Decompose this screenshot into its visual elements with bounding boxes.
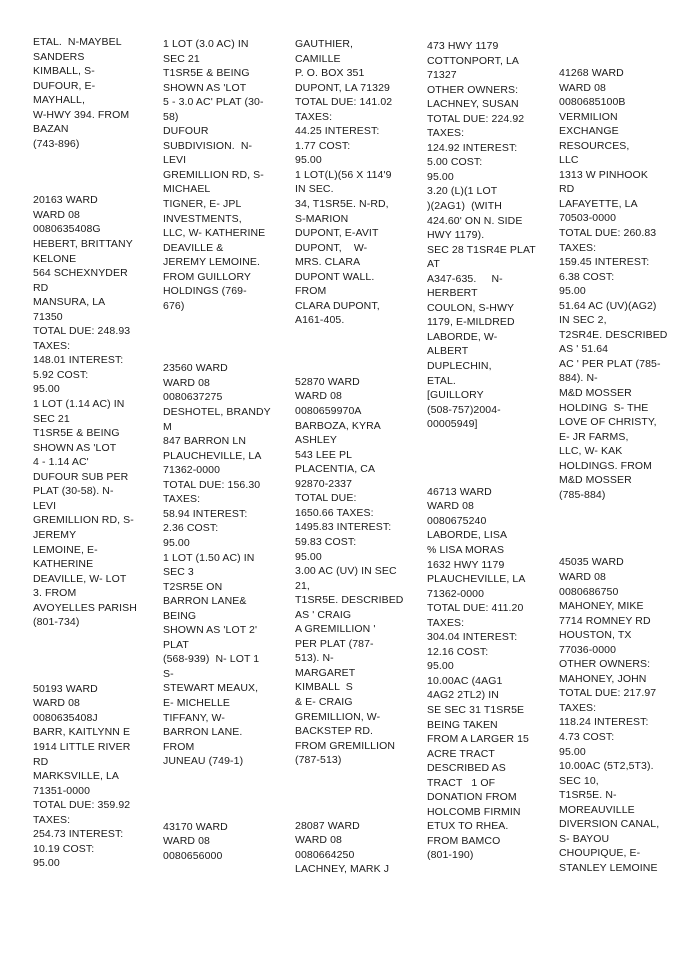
text-line: MOREAUVILLE bbox=[559, 803, 635, 816]
text-line: WARD 08 bbox=[33, 697, 80, 710]
text-line: MANSURA, LA bbox=[33, 296, 106, 309]
text-line: AT bbox=[427, 258, 440, 271]
text-line: A GREMILLION ' bbox=[295, 623, 376, 636]
text-line: HOLDING S- THE bbox=[559, 401, 649, 414]
text-line: & E- CRAIG bbox=[295, 695, 353, 708]
text-line: 0080635408G bbox=[33, 223, 101, 236]
record-block bbox=[295, 375, 425, 768]
text-line: TOTAL DUE: 411.20 bbox=[427, 602, 524, 615]
text-line: LEVI bbox=[33, 499, 57, 512]
text-line: GREMILLION, W- bbox=[295, 710, 381, 723]
text-line: SEC 10, bbox=[559, 774, 599, 787]
text-line: 3.00 AC (UV) IN SEC bbox=[295, 565, 397, 578]
text-line: ETAL. N-MAYBEL bbox=[33, 36, 122, 48]
text-line: JEREMY LEMOINE. bbox=[163, 256, 260, 269]
text-line: BEING TAKEN bbox=[427, 718, 498, 731]
text-line: TAXES: bbox=[559, 241, 597, 254]
record-block bbox=[559, 66, 689, 502]
text-line: INVESTMENTS, bbox=[163, 212, 242, 225]
text-line: TOTAL DUE: 248.93 bbox=[33, 325, 131, 338]
text-line: 95.00 bbox=[295, 154, 322, 167]
text-line: (785-884) bbox=[559, 488, 606, 501]
text-line: FROM GREMILLION bbox=[295, 739, 396, 752]
text-line: 254.73 INTEREST: bbox=[33, 828, 124, 841]
text-line: RD bbox=[33, 755, 49, 768]
text-line: M&D MOSSER bbox=[559, 474, 632, 487]
text-line: LAFAYETTE, LA bbox=[559, 197, 638, 210]
text-line: TAXES: bbox=[295, 110, 333, 123]
text-line: WARD 08 bbox=[295, 390, 342, 403]
text-line: KIMBALL S bbox=[295, 681, 353, 694]
text-line: E- JR FARMS, bbox=[559, 430, 629, 443]
text-line: JUNEAU (749-1) bbox=[163, 755, 244, 768]
text-line: S- bbox=[163, 667, 174, 680]
text-line: LLC bbox=[559, 154, 579, 167]
text-line: WARD 08 bbox=[559, 570, 606, 583]
text-line: 50193 WARD bbox=[33, 682, 98, 695]
text-line: 1179, E-MILDRED bbox=[427, 316, 515, 329]
text-line: 424.60' ON N. SIDE bbox=[427, 214, 523, 227]
text-line: 2.36 COST: bbox=[163, 522, 219, 535]
text-line: RESOURCES, bbox=[559, 139, 630, 152]
text-line: DEAVILLE, W- LOT bbox=[33, 572, 127, 585]
text-line: AS ' CRAIG bbox=[295, 608, 352, 621]
text-line: WARD 08 bbox=[163, 835, 210, 848]
text-line: RD bbox=[559, 183, 575, 196]
text-line: (743-896) bbox=[33, 137, 80, 150]
text-line: A161-405. bbox=[295, 314, 345, 327]
text-line: SEC 28 T1SR4E PLAT bbox=[427, 243, 536, 256]
text-line: 71362-0000 bbox=[163, 464, 221, 477]
text-line: A347-635. N- bbox=[427, 272, 503, 285]
text-line: 77036-0000 bbox=[559, 643, 617, 656]
text-line: JEREMY bbox=[33, 528, 77, 541]
text-line: ASHLEY bbox=[295, 434, 338, 447]
text-line: STANLEY LEMOINE bbox=[559, 861, 658, 874]
text-line: 5 - 3.0 AC' PLAT (30- bbox=[163, 96, 264, 109]
text-line: 5.92 COST: bbox=[33, 368, 89, 381]
text-line: 71327 bbox=[427, 69, 457, 82]
text-line: T1SR5E. DESCRIBED bbox=[295, 594, 404, 607]
text-line: RD bbox=[33, 281, 49, 294]
record-block bbox=[163, 361, 293, 768]
text-line: 0080656000 bbox=[163, 849, 223, 862]
record-block bbox=[163, 37, 293, 313]
text-line: KELONE bbox=[33, 252, 77, 265]
text-line: BARRON LANE& bbox=[163, 595, 247, 608]
text-line: (801-734) bbox=[33, 616, 80, 629]
text-line: TRACT 1 OF bbox=[427, 776, 496, 789]
text-column-3 bbox=[295, 0, 425, 877]
text-line: 0080637275 bbox=[163, 391, 223, 404]
record-block bbox=[163, 820, 293, 864]
text-line: 59.83 COST: bbox=[295, 535, 357, 548]
text-line: TIGNER, E- JPL bbox=[163, 198, 242, 211]
text-line: 1 LOT (3.0 AC) IN bbox=[163, 38, 249, 50]
text-line: 23560 WARD bbox=[163, 362, 228, 375]
text-line: W-HWY 394. FROM bbox=[33, 108, 130, 121]
text-line: DUPONT, E-AVIT bbox=[295, 227, 379, 240]
text-line: PLAUCHEVILLE, LA bbox=[163, 449, 262, 462]
text-line: [GUILLORY bbox=[427, 389, 484, 402]
text-line: VERMILION bbox=[559, 110, 618, 123]
text-line: 1 LOT (1.14 AC) IN bbox=[33, 398, 125, 411]
text-line: (568-939) N- LOT 1 bbox=[163, 653, 260, 666]
text-line: DESCRIBED AS bbox=[427, 762, 506, 775]
text-line: 45035 WARD bbox=[559, 556, 624, 569]
text-line: SHOWN AS 'LOT bbox=[33, 441, 117, 454]
text-line: M bbox=[163, 420, 172, 433]
text-line: 847 BARRON LN bbox=[163, 435, 246, 448]
text-line: 12.16 COST: bbox=[427, 645, 489, 658]
text-line: CAMILLE bbox=[295, 52, 341, 65]
text-line: MAHONEY, MIKE bbox=[559, 600, 644, 613]
text-line: (801-190) bbox=[427, 849, 474, 862]
text-line: ALBERT bbox=[427, 345, 469, 358]
text-line: 34, T1SR5E. N-RD, bbox=[295, 198, 389, 211]
text-line: 1.77 COST: bbox=[295, 139, 351, 152]
text-line: 70503-0000 bbox=[559, 212, 617, 225]
text-line: 10.00AC (5T2,5T3). bbox=[559, 760, 654, 773]
text-line: 1650.66 TAXES: bbox=[295, 506, 374, 519]
text-line: 118.24 INTEREST: bbox=[559, 716, 649, 729]
text-line: )(2AG1) (WITH bbox=[427, 200, 502, 213]
text-line: SEC 21 bbox=[33, 412, 70, 425]
text-line: DUPONT, W- bbox=[295, 241, 368, 254]
text-line: SANDERS bbox=[33, 50, 85, 63]
text-line: MICHAEL bbox=[163, 183, 211, 196]
text-line: 43170 WARD bbox=[163, 820, 228, 833]
text-line: CLARA DUPONT, bbox=[295, 299, 380, 312]
text-line: (508-757)2004- bbox=[427, 403, 501, 416]
text-line: KIMBALL, S- bbox=[33, 65, 95, 78]
text-line: GREMILLION RD, S- bbox=[163, 168, 264, 181]
text-line: 473 HWY 1179 bbox=[427, 40, 499, 52]
text-line: 95.00 bbox=[295, 550, 322, 563]
text-line: 304.04 INTEREST: bbox=[427, 631, 518, 644]
text-line: AC ' PER PLAT (785- bbox=[559, 357, 661, 370]
text-line: 513). N- bbox=[295, 652, 334, 665]
text-line: FROM GUILLORY bbox=[163, 270, 252, 283]
text-line: STEWART MEAUX, bbox=[163, 682, 259, 695]
text-line: TOTAL DUE: 224.92 bbox=[427, 112, 525, 125]
text-line: 95.00 bbox=[33, 857, 60, 870]
text-line: 10.00AC (4AG1 bbox=[427, 674, 503, 687]
text-line: 3.20 (L)(1 LOT bbox=[427, 185, 498, 198]
text-line: AS ' 51.64 bbox=[559, 343, 609, 356]
text-line: ACRE TRACT bbox=[427, 747, 495, 760]
text-line: T1SR5E & BEING bbox=[33, 427, 120, 440]
text-line: 0080675240 bbox=[427, 514, 487, 527]
text-line: BAZAN bbox=[33, 123, 69, 136]
text-line: 95.00 bbox=[559, 285, 586, 298]
text-line: MAYHALL, bbox=[33, 94, 85, 107]
text-line: HOLCOMB FIRMIN bbox=[427, 805, 521, 818]
text-line: T1SR5E & BEING bbox=[163, 67, 250, 80]
text-line: BEING bbox=[163, 609, 197, 622]
text-line: SEC 3 bbox=[163, 566, 194, 579]
text-line: GAUTHIER, bbox=[295, 38, 354, 50]
text-column-5 bbox=[559, 0, 689, 875]
text-line: WARD 08 bbox=[33, 208, 80, 221]
text-line: 3. FROM bbox=[33, 587, 77, 600]
text-line: (787-513) bbox=[295, 754, 342, 767]
text-line: 6.38 COST: bbox=[559, 270, 615, 283]
text-line: PLAT bbox=[163, 638, 189, 651]
text-line: EXCHANGE bbox=[559, 125, 619, 138]
record-block bbox=[33, 35, 163, 151]
text-line: E- MICHELLE bbox=[163, 696, 231, 709]
text-line: 1495.83 INTEREST: bbox=[295, 521, 392, 534]
text-line: GREMILLION RD, S- bbox=[33, 514, 134, 527]
text-line: PLAUCHEVILLE, LA bbox=[427, 573, 526, 586]
text-line: 0080686750 bbox=[559, 585, 619, 598]
text-line: OTHER OWNERS: bbox=[559, 658, 651, 671]
text-line: DUPLECHIN, bbox=[427, 360, 492, 373]
text-line: 884). N- bbox=[559, 372, 598, 385]
text-line: MARKSVILLE, LA bbox=[33, 770, 120, 783]
record-block bbox=[295, 37, 425, 328]
text-line: HWY 1179). bbox=[427, 229, 485, 242]
text-column-2 bbox=[163, 0, 293, 863]
text-line: TAXES: bbox=[163, 493, 201, 506]
text-line: 51.64 AC (UV)(AG2) bbox=[559, 299, 657, 312]
text-column-4 bbox=[427, 0, 557, 863]
text-line: 21, bbox=[295, 579, 310, 592]
text-line: 564 SCHEXNYDER bbox=[33, 267, 128, 280]
text-line: SHOWN AS 'LOT 2' bbox=[163, 624, 258, 637]
text-line: 10.19 COST: bbox=[33, 842, 95, 855]
text-line: ETUX TO RHEA. bbox=[427, 820, 509, 833]
text-line: 0080664250 bbox=[295, 848, 355, 861]
text-line: DUPONT, LA 71329 bbox=[295, 81, 390, 94]
text-line: DUPONT WALL. bbox=[295, 270, 375, 283]
text-line: 0080685100B bbox=[559, 96, 626, 109]
text-line: 71351-0000 bbox=[33, 784, 91, 797]
text-line: 28087 WARD bbox=[295, 819, 360, 832]
record-block bbox=[33, 682, 163, 871]
text-line: S-MARION bbox=[295, 212, 349, 225]
text-line: 159.45 INTEREST: bbox=[559, 256, 650, 269]
text-line: FROM bbox=[163, 740, 195, 753]
text-line: 0080659970A bbox=[295, 405, 362, 418]
text-line: SUBDIVISION. N- bbox=[163, 139, 253, 152]
text-line: 95.00 bbox=[427, 660, 454, 673]
text-line: LACHNEY, MARK J bbox=[295, 863, 390, 876]
text-line: ETAL. bbox=[427, 374, 456, 387]
text-line: 5.00 COST: bbox=[427, 156, 483, 169]
text-line: WARD 08 bbox=[427, 500, 474, 513]
text-line: S- BAYOU bbox=[559, 832, 610, 845]
text-line: PLACENTIA, CA bbox=[295, 463, 376, 476]
text-line: 95.00 bbox=[427, 170, 454, 183]
text-line: T1SR5E. N- bbox=[559, 789, 617, 802]
text-line: 44.25 INTEREST: bbox=[295, 125, 380, 138]
text-line: P. O. BOX 351 bbox=[295, 67, 365, 80]
text-line: 92870-2337 bbox=[295, 477, 353, 490]
text-line: FROM bbox=[295, 285, 327, 298]
text-line: DIVERSION CANAL, bbox=[559, 818, 660, 831]
text-line: SEC 21 bbox=[163, 52, 200, 65]
text-line: TOTAL DUE: 156.30 bbox=[163, 478, 261, 491]
text-line: % LISA MORAS bbox=[427, 543, 505, 556]
text-line: HERBERT bbox=[427, 287, 478, 300]
text-line: HOLDINGS. FROM bbox=[559, 459, 652, 472]
text-line: 20163 WARD bbox=[33, 194, 98, 207]
text-line: LOVE OF CHRISTY, bbox=[559, 416, 657, 429]
text-line: 00005949] bbox=[427, 418, 478, 431]
text-line: DONATION FROM bbox=[427, 791, 517, 804]
text-line: DUFOUR bbox=[163, 125, 209, 138]
text-line: LEVI bbox=[163, 154, 187, 167]
text-line: CHOUPIQUE, E- bbox=[559, 847, 641, 860]
text-line: MARGARET bbox=[295, 666, 356, 679]
text-line: TAXES: bbox=[427, 616, 465, 629]
text-line: 4.73 COST: bbox=[559, 730, 615, 743]
text-line: DUFOUR, E- bbox=[33, 79, 96, 92]
text-line: BARBOZA, KYRA bbox=[295, 419, 381, 432]
text-line: 58.94 INTEREST: bbox=[163, 507, 248, 520]
text-line: TOTAL DUE: 260.83 bbox=[559, 227, 657, 240]
text-line: IN SEC. bbox=[295, 183, 334, 196]
text-line: DESHOTEL, BRANDY bbox=[163, 406, 271, 419]
text-line: FROM BAMCO bbox=[427, 834, 501, 847]
text-line: T2SR4E. DESCRIBED bbox=[559, 328, 668, 341]
text-line: PER PLAT (787- bbox=[295, 637, 374, 650]
text-line: BARRON LANE. bbox=[163, 726, 243, 739]
text-line: LLC, W- KAK bbox=[559, 445, 623, 458]
text-line: HOLDINGS (769- bbox=[163, 285, 247, 298]
text-line: 7714 ROMNEY RD bbox=[559, 614, 651, 627]
text-column-1 bbox=[33, 0, 163, 871]
text-line: 41268 WARD bbox=[559, 67, 624, 79]
text-line: PLAT (30-58). N- bbox=[33, 485, 114, 498]
text-line: 1 LOT (1.50 AC) IN bbox=[163, 551, 255, 564]
text-line: 52870 WARD bbox=[295, 375, 360, 388]
record-block bbox=[559, 555, 689, 875]
text-line: 95.00 bbox=[559, 745, 586, 758]
text-line: LLC, W- KATHERINE bbox=[163, 227, 266, 240]
text-line: TAXES: bbox=[33, 813, 71, 826]
text-line: WARD 08 bbox=[295, 834, 342, 847]
text-line: 676) bbox=[163, 299, 185, 312]
text-line: 543 LEE PL bbox=[295, 448, 353, 461]
text-line: LEMOINE, E- bbox=[33, 543, 98, 556]
text-line: M&D MOSSER bbox=[559, 387, 632, 400]
text-line: OTHER OWNERS: bbox=[427, 83, 519, 96]
text-line: AVOYELLES PARISH bbox=[33, 601, 137, 614]
text-line: 46713 WARD bbox=[427, 485, 492, 498]
text-line: 58) bbox=[163, 110, 179, 123]
text-line: FROM A LARGER 15 bbox=[427, 733, 529, 746]
text-line: BACKSTEP RD. bbox=[295, 725, 374, 738]
text-line: 0080635408J bbox=[33, 711, 98, 724]
text-line: LABORDE, W- bbox=[427, 330, 498, 343]
text-line: 95.00 bbox=[33, 383, 60, 396]
text-line: DUFOUR SUB PER bbox=[33, 470, 129, 483]
record-block bbox=[427, 39, 557, 432]
text-line: DEAVILLE & bbox=[163, 241, 224, 254]
text-line: HEBERT, BRITTANY bbox=[33, 238, 133, 251]
text-line: 71350 bbox=[33, 310, 63, 323]
text-line: SHOWN AS 'LOT bbox=[163, 81, 247, 94]
record-block bbox=[33, 193, 163, 629]
text-line: 148.01 INTEREST: bbox=[33, 354, 124, 367]
text-line: T2SR5E ON bbox=[163, 580, 223, 593]
text-line: 4AG2 2TL2) IN bbox=[427, 689, 499, 702]
text-line: 124.92 INTEREST: bbox=[427, 141, 518, 154]
record-block bbox=[427, 485, 557, 863]
text-line: MRS. CLARA bbox=[295, 256, 361, 269]
text-line: TIFFANY, W- bbox=[163, 711, 225, 724]
record-block bbox=[295, 819, 425, 877]
text-line: IN SEC 2, bbox=[559, 314, 607, 327]
text-line: TAXES: bbox=[427, 127, 465, 140]
text-line: HOUSTON, TX bbox=[559, 629, 632, 642]
text-line: MAHONEY, JOHN bbox=[559, 672, 647, 685]
text-line: COULON, S-HWY bbox=[427, 301, 515, 314]
text-line: 71362-0000 bbox=[427, 587, 485, 600]
text-line: 1914 LITTLE RIVER bbox=[33, 740, 131, 753]
text-line: TAXES: bbox=[559, 701, 597, 714]
text-line: COTTONPORT, LA bbox=[427, 54, 520, 67]
text-line: WARD 08 bbox=[163, 376, 210, 389]
text-line: LACHNEY, SUSAN bbox=[427, 98, 519, 111]
text-line: TAXES: bbox=[33, 339, 71, 352]
text-line: 1632 HWY 1179 bbox=[427, 558, 505, 571]
text-line: 1 LOT(L)(56 X 114'9 bbox=[295, 168, 392, 181]
text-line: 4 - 1.14 AC' bbox=[33, 456, 89, 469]
text-line: KATHERINE bbox=[33, 558, 94, 571]
text-line: TOTAL DUE: 217.97 bbox=[559, 687, 657, 700]
text-line: 95.00 bbox=[163, 536, 190, 549]
text-line: TOTAL DUE: 359.92 bbox=[33, 799, 131, 812]
text-line: LABORDE, LISA bbox=[427, 529, 508, 542]
text-line: 1313 W PINHOOK bbox=[559, 168, 648, 181]
text-line: BARR, KAITLYNN E bbox=[33, 726, 131, 739]
text-line: TOTAL DUE: bbox=[295, 492, 357, 505]
text-line: SE SEC 31 T1SR5E bbox=[427, 703, 525, 716]
text-line: WARD 08 bbox=[559, 81, 606, 94]
text-line: TOTAL DUE: 141.02 bbox=[295, 96, 393, 109]
